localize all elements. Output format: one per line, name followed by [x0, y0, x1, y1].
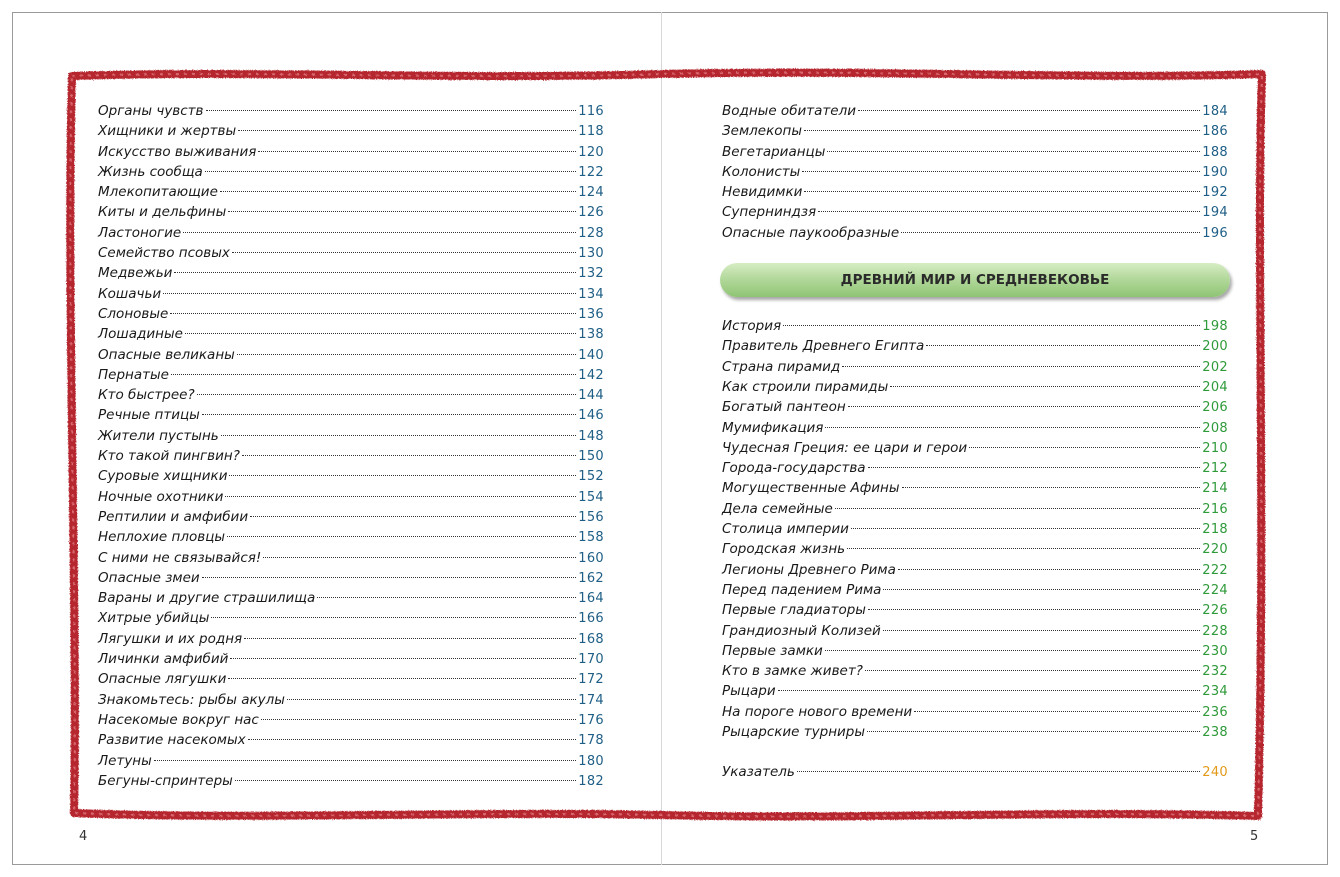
toc-entry[interactable]: [98, 548, 604, 568]
dot-leader: [202, 414, 576, 415]
dot-leader: [205, 171, 576, 172]
toc-entry-page-number: 200: [1202, 339, 1228, 355]
toc-entry-page-number: 236: [1202, 704, 1228, 720]
dot-leader: [154, 760, 576, 761]
toc-entry-page-number: 228: [1202, 623, 1228, 639]
toc-entry[interactable]: [98, 608, 604, 628]
dot-leader: [171, 374, 576, 375]
toc-entry-index[interactable]: [722, 762, 1228, 782]
section-heading: ДРЕВНИЙ МИР И СРЕДНЕВЕКОВЬЕ: [840, 272, 1110, 289]
toc-entry-page-number: 144: [578, 388, 604, 404]
toc-entry-title: Вараны и другие страшилища: [98, 590, 316, 607]
toc-entry-title: Слоновые: [98, 305, 169, 322]
toc-entry[interactable]: [98, 466, 604, 486]
dot-leader: [258, 151, 576, 152]
dot-leader: [804, 130, 1200, 131]
toc-entry[interactable]: [98, 162, 604, 182]
toc-entry[interactable]: [722, 560, 1228, 580]
toc-entry-page-number: 182: [578, 773, 604, 789]
toc-entry-title: Опасные лягушки: [98, 671, 227, 688]
dot-leader: [242, 455, 576, 456]
toc-entry[interactable]: [722, 418, 1228, 438]
toc-entry[interactable]: [722, 316, 1228, 336]
page-number-right: 5: [1250, 829, 1259, 844]
dot-leader: [901, 232, 1200, 233]
toc-entry-page-number: 208: [1202, 420, 1228, 436]
toc-entry-page-number: 134: [578, 286, 604, 302]
toc-entry-page-number: 214: [1202, 481, 1228, 497]
toc-entry-title: Кто быстрее?: [98, 387, 195, 404]
dot-leader: [868, 467, 1201, 468]
toc-entry-title: Личинки амфибий: [98, 651, 229, 668]
dot-leader: [890, 386, 1200, 387]
toc-entry-title: Неплохие пловцы: [98, 529, 226, 546]
toc-entry[interactable]: [722, 101, 1228, 121]
dot-leader: [261, 719, 576, 720]
toc-entry-title: Чудесная Греция: ее цари и герои: [722, 439, 968, 456]
dot-leader: [228, 678, 576, 679]
toc-entry-title: Дела семейные: [722, 500, 833, 517]
dot-leader: [317, 597, 576, 598]
toc-entry-title: Хитрые убийцы: [98, 610, 210, 627]
dot-leader: [206, 110, 577, 111]
toc-entry[interactable]: [98, 101, 604, 121]
toc-entry-title: Первые гладиаторы: [722, 602, 866, 619]
toc-entry-title: Суровые хищники: [98, 468, 228, 485]
dot-leader: [230, 658, 576, 659]
toc-entry-title: Знакомьтесь: рыбы акулы: [98, 691, 285, 708]
toc-entry[interactable]: [98, 487, 604, 507]
toc-entry[interactable]: [98, 243, 604, 263]
toc-entry[interactable]: [722, 702, 1228, 722]
dot-leader: [170, 313, 576, 314]
dot-leader: [914, 711, 1200, 712]
toc-entry-title: Лошадиные: [98, 326, 183, 343]
toc-entry-page-number: 230: [1202, 643, 1228, 659]
toc-entry[interactable]: [98, 629, 604, 649]
toc-entry-page-number: 226: [1202, 603, 1228, 619]
toc-entry-title: Мумификация: [722, 419, 824, 436]
toc-entry-title: Легионы Древнего Рима: [722, 561, 896, 578]
toc-entry-title: Невидимки: [722, 184, 803, 201]
toc-entry[interactable]: [98, 345, 604, 365]
toc-entry[interactable]: [722, 142, 1228, 162]
toc-entry-page-number: 204: [1202, 379, 1228, 395]
toc-entry[interactable]: [98, 223, 604, 243]
toc-left-page: [98, 101, 604, 791]
toc-right-page: [722, 101, 1228, 783]
dot-leader: [797, 771, 1200, 772]
toc-entry-title: Грандиозный Колизей: [722, 622, 881, 639]
dot-leader: [183, 232, 576, 233]
toc-entry-page-number: 168: [578, 631, 604, 647]
book-gutter: [661, 12, 662, 865]
toc-entry[interactable]: [98, 568, 604, 588]
toc-entry[interactable]: [98, 730, 604, 750]
toc-entry[interactable]: [98, 304, 604, 324]
toc-entry-title: Органы чувств: [98, 103, 204, 119]
toc-entry-page-number: 206: [1202, 400, 1228, 416]
toc-entry-page-number: 202: [1202, 359, 1228, 375]
toc-entry-page-number: 146: [578, 408, 604, 424]
toc-entry-page-number: 216: [1202, 501, 1228, 517]
toc-entry[interactable]: [722, 357, 1228, 377]
toc-entry-page-number: 128: [578, 225, 604, 241]
toc-entry-title: Кто такой пингвин?: [98, 448, 240, 465]
toc-entry[interactable]: [98, 446, 604, 466]
toc-entry-page-number: 130: [578, 246, 604, 262]
toc-entry[interactable]: [98, 690, 604, 710]
toc-entry-page-number: 132: [578, 266, 604, 282]
toc-entry[interactable]: [98, 405, 604, 425]
toc-entry-page-number: 160: [578, 550, 604, 566]
toc-entry-page-number: 224: [1202, 582, 1228, 598]
dot-leader: [818, 211, 1200, 212]
toc-entry-page-number: 232: [1202, 664, 1228, 680]
toc-entry-page-number: 174: [578, 692, 604, 708]
toc-entry-title: Ночные охотники: [98, 488, 224, 505]
toc-entry-title: Богатый пантеон: [722, 399, 846, 416]
dot-leader: [244, 638, 576, 639]
toc-entry-title: На пороге нового времени: [722, 703, 913, 720]
dot-leader: [867, 731, 1200, 732]
section-banner: [720, 263, 1230, 297]
toc-entry-title: Киты и дельфины: [98, 204, 227, 221]
toc-entry-title: Семейство псовых: [98, 245, 230, 262]
toc-entry[interactable]: [722, 600, 1228, 620]
toc-entry[interactable]: [98, 284, 604, 304]
toc-entry[interactable]: [98, 324, 604, 344]
dot-leader: [883, 589, 1200, 590]
dot-leader: [250, 516, 576, 517]
toc-entry-title: Как строили пирамиды: [722, 378, 889, 395]
toc-entry-page-number: 218: [1202, 522, 1228, 538]
toc-entry-title: Пернатые: [98, 366, 169, 383]
toc-entry-page-number: 120: [578, 144, 604, 160]
toc-entry[interactable]: [722, 722, 1228, 742]
dot-leader: [263, 557, 576, 558]
toc-entry-page-number: 172: [578, 672, 604, 688]
toc-entry[interactable]: [722, 438, 1228, 458]
toc-entry-page-number: 234: [1202, 684, 1228, 700]
dot-leader: [847, 548, 1200, 549]
toc-entry[interactable]: [722, 580, 1228, 600]
toc-entry-title: История: [722, 318, 782, 335]
toc-entry-page-number: 122: [578, 164, 604, 180]
toc-entry-title: Млекопитающие: [98, 184, 218, 201]
toc-entry-title: Насекомые вокруг нас: [98, 711, 259, 728]
toc-entry[interactable]: [98, 669, 604, 689]
toc-entry-page-number: 138: [578, 327, 604, 343]
toc-entry[interactable]: [722, 661, 1228, 681]
dot-leader: [220, 191, 576, 192]
toc-entry-title: Опасные змеи: [98, 569, 200, 586]
toc-entry-title: Опасные паукообразные: [722, 224, 900, 241]
toc-entry-title: Водные обитатели: [722, 103, 857, 119]
dot-leader: [902, 487, 1201, 488]
dot-leader: [825, 650, 1200, 651]
toc-entry-title: Лягушки и их родня: [98, 630, 243, 647]
dot-leader: [238, 130, 576, 131]
toc-entry-page-number: 126: [578, 205, 604, 221]
toc-entry[interactable]: [722, 336, 1228, 356]
toc-index-entry: [722, 762, 1228, 782]
toc-entry-page-number: 192: [1202, 185, 1228, 201]
toc-entry-page-number: 220: [1202, 542, 1228, 558]
dot-leader: [197, 394, 577, 395]
page-number-left: 4: [79, 829, 88, 844]
toc-entry-page-number: 170: [578, 652, 604, 668]
toc-entry[interactable]: [722, 202, 1228, 222]
toc-entry-page-number: 156: [578, 509, 604, 525]
toc-entry-title: Страна пирамид: [722, 358, 841, 375]
toc-entry[interactable]: [722, 681, 1228, 701]
toc-entry-page-number: 154: [578, 489, 604, 505]
toc-entry-title: Города-государства: [722, 460, 866, 477]
toc-entry-page-number: 136: [578, 306, 604, 322]
toc-entry-page-number: 188: [1202, 144, 1228, 160]
dot-leader: [235, 780, 576, 781]
toc-entry-page-number: 184: [1202, 104, 1228, 119]
toc-entry[interactable]: [98, 527, 604, 547]
toc-entry[interactable]: [722, 641, 1228, 661]
toc-entry-title: Развитие насекомых: [98, 732, 246, 749]
toc-entry-page-number: 210: [1202, 440, 1228, 456]
toc-entry[interactable]: [98, 588, 604, 608]
dot-leader: [848, 406, 1201, 407]
dot-leader: [221, 435, 577, 436]
toc-section-list: [722, 316, 1228, 742]
toc-entry-title: С ними не связывайся!: [98, 549, 262, 566]
toc-entry-title: Хищники и жертвы: [98, 123, 237, 140]
toc-entry-page-number: 186: [1202, 124, 1228, 140]
toc-entry-page-number: 148: [578, 428, 604, 444]
toc-entry-page-number: 190: [1202, 164, 1228, 180]
toc-entry-page-number: 140: [578, 347, 604, 363]
toc-entry-page-number: 150: [578, 449, 604, 465]
toc-entry[interactable]: [722, 478, 1228, 498]
toc-entry-title: Указатель: [722, 764, 795, 781]
dot-leader: [802, 171, 1200, 172]
dot-leader: [969, 447, 1200, 448]
toc-entry-title: Правитель Древнего Египта: [722, 338, 925, 355]
dot-leader: [174, 272, 576, 273]
dot-leader: [163, 293, 576, 294]
toc-entry[interactable]: [98, 263, 604, 283]
dot-leader: [804, 191, 1200, 192]
toc-entry-title: Кошачьи: [98, 285, 162, 302]
toc-entry-page-number: 142: [578, 367, 604, 383]
dot-leader: [858, 110, 1200, 111]
toc-entry[interactable]: [722, 499, 1228, 519]
toc-entry[interactable]: [722, 539, 1228, 559]
toc-entry[interactable]: [722, 377, 1228, 397]
toc-entry-page-number: 238: [1202, 725, 1228, 741]
toc-entry-title: Суперниндзя: [722, 204, 817, 221]
toc-entry[interactable]: [98, 710, 604, 730]
dot-leader: [842, 366, 1200, 367]
toc-entry-title: Речные птицы: [98, 407, 200, 424]
toc-entry-page-number: 166: [578, 611, 604, 627]
toc-entry[interactable]: [722, 162, 1228, 182]
toc-entry-page-number: 118: [578, 124, 604, 140]
toc-entry-title: Городская жизнь: [722, 541, 846, 558]
toc-entry-page-number: 196: [1202, 225, 1228, 241]
dot-leader: [185, 333, 576, 334]
dot-leader: [225, 496, 576, 497]
toc-entry[interactable]: [722, 397, 1228, 417]
toc-entry-page-number: 212: [1202, 461, 1228, 477]
dot-leader: [237, 354, 576, 355]
toc-entry-page-number: 162: [578, 570, 604, 586]
toc-entry-page-number: 180: [578, 753, 604, 769]
toc-entry-title: Рыцари: [722, 683, 776, 700]
dot-leader: [851, 528, 1200, 529]
toc-entry[interactable]: [722, 223, 1228, 243]
toc-entry-page-number: 178: [578, 733, 604, 749]
dot-leader: [211, 617, 576, 618]
toc-entry-page-number: 152: [578, 469, 604, 485]
toc-entry-title: Ластоногие: [98, 224, 182, 241]
dot-leader: [868, 609, 1200, 610]
toc-entry[interactable]: [98, 771, 604, 791]
toc-entry-title: Опасные великаны: [98, 346, 235, 363]
dot-leader: [825, 427, 1200, 428]
toc-entry-title: Перед падением Рима: [722, 581, 882, 598]
toc-entry[interactable]: [98, 426, 604, 446]
toc-entry-title: Землекопы: [722, 123, 802, 140]
toc-entry-title: Рептилии и амфибии: [98, 508, 249, 525]
dot-leader: [248, 739, 577, 740]
toc-entry[interactable]: [98, 121, 604, 141]
toc-entry[interactable]: [98, 751, 604, 771]
toc-entry-title: Первые замки: [722, 642, 823, 659]
toc-entry[interactable]: [722, 458, 1228, 478]
toc-entry[interactable]: [98, 182, 604, 202]
toc-entry[interactable]: [722, 182, 1228, 202]
toc-entry[interactable]: [98, 142, 604, 162]
toc-entry-page-number: 222: [1202, 562, 1228, 578]
toc-entry-page-number: 158: [578, 530, 604, 546]
toc-entry[interactable]: [722, 519, 1228, 539]
toc-entry-title: Колонисты: [722, 163, 801, 180]
toc-entry-title: Искусство выживания: [98, 143, 257, 160]
dot-leader: [287, 699, 576, 700]
toc-entry[interactable]: [98, 385, 604, 405]
toc-entry-title: Кто в замке живет?: [722, 663, 863, 680]
toc-entry-title: Рыцарские турниры: [722, 724, 866, 741]
dot-leader: [778, 690, 1201, 691]
toc-entry[interactable]: [98, 507, 604, 527]
toc-entry[interactable]: [98, 202, 604, 222]
toc-entry-page-number: 240: [1202, 765, 1228, 781]
toc-entry[interactable]: [722, 621, 1228, 641]
toc-entry-page-number: 176: [578, 712, 604, 728]
dot-leader: [228, 211, 576, 212]
toc-entry-page-number: 194: [1202, 205, 1228, 221]
toc-entry-title: Столица империи: [722, 521, 849, 538]
dot-leader: [827, 151, 1200, 152]
toc-entry-title: Летуны: [98, 752, 152, 769]
toc-entry-title: Жизнь сообща: [98, 163, 203, 180]
toc-entry-title: Могущественные Афины: [722, 480, 900, 497]
toc-entry[interactable]: [98, 365, 604, 385]
dot-leader: [227, 536, 576, 537]
dot-leader: [883, 630, 1200, 631]
toc-entry-page-number: 164: [578, 591, 604, 607]
toc-entry-title: Бегуны-спринтеры: [98, 772, 233, 789]
dot-leader: [232, 252, 576, 253]
toc-entry-title: Вегетарианцы: [722, 143, 826, 160]
dot-leader: [926, 345, 1200, 346]
toc-entry-title: Жители пустынь: [98, 427, 219, 444]
dot-leader: [898, 569, 1200, 570]
toc-entry-page-number: 116: [578, 104, 604, 119]
toc-entry-page-number: 124: [578, 185, 604, 201]
toc-entry[interactable]: [98, 649, 604, 669]
dot-leader: [229, 475, 576, 476]
toc-entry-title: Медвежьи: [98, 265, 173, 282]
dot-leader: [783, 325, 1200, 326]
toc-entry-page-number: 198: [1202, 319, 1228, 335]
dot-leader: [835, 508, 1200, 509]
dot-leader: [865, 670, 1200, 671]
dot-leader: [202, 577, 577, 578]
toc-entry[interactable]: [722, 121, 1228, 141]
toc-right-top-list: [722, 101, 1228, 243]
